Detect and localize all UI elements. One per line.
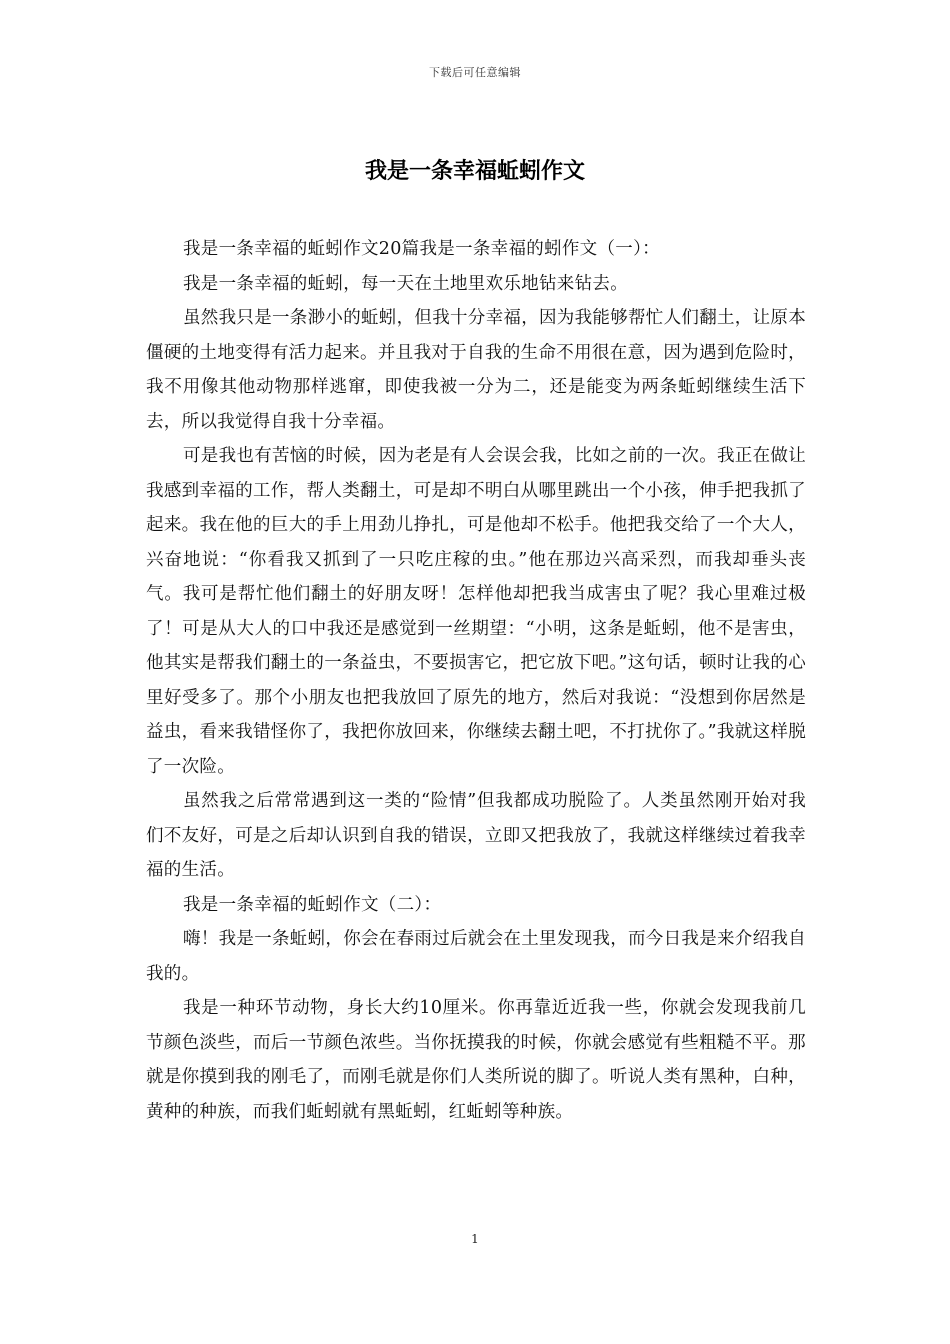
paragraph: 我是一条幸福的蚯蚓作文（二）： bbox=[183, 894, 442, 915]
paragraph: 虽然我之后常常遇到这一类的“险情”但我都成功脱险了。人类虽然刚开始对我们不友好，可是之后却认识到自我的错误，立即又把我放了，我就这样继续过着我幸福的生活。 bbox=[146, 791, 806, 880]
paragraph: 我是一条幸福的蚯蚓，每一天在土地里欢乐地钻来钻去。 bbox=[183, 273, 628, 294]
document-body bbox=[146, 232, 806, 1129]
document-title: 我是一条幸福蚯蚓作文 bbox=[364, 158, 585, 184]
paragraph: 嗨！我是一条蚯蚓，你会在春雨过后就会在土里发现我，而今日我是来介绍我自我的。 bbox=[146, 929, 806, 984]
paragraph: 可是我也有苦恼的时候，因为老是有人会误会我，比如之前的一次。我正在做让我感到幸福的工作，帮人类翻土，可是却不明白从哪里跳出一个小孩，伸手把我抓了起来。我在他的巨大的手上用劲儿挣扎，可是他却不松手。他把我交给了一个大人，兴奋地说：“你看我又抓到了一只吃庄稼的虫。”他在那边兴高采烈，而我却垂头丧气。我可是帮忙他们翻土的好朋友呀！怎样他却把我当成害虫了呢？我心里难过极了！可是从大人的口中我还是感觉到一丝期望：“小明，这条是蚯蚓，他不是害虫，他其实是帮我们翻土的一条益虫，不要损害它，把它放下吧。”这句话，顿时让我的心里好受多了。那个小朋友也把我放回了原先的地方，然后对我说：“没想到你居然是益虫，看来我错怪你了，我把你放回来，你继续去翻土吧，不打扰你了。”我就这样脱了一次险。 bbox=[146, 446, 806, 777]
page-number: 1 bbox=[471, 1232, 479, 1246]
paragraph: 我是一条幸福的蚯蚓作文20篇我是一条幸福的蚓作文（一）： bbox=[183, 239, 660, 259]
paragraph: 虽然我只是一条渺小的蚯蚓，但我十分幸福，因为我能够帮忙人们翻土，让原本僵硬的土地变得有活力起来。并且我对于自我的生命不用很在意，因为遇到危险时，我不用像其他动物那样逃窜，即使我被一分为二，还是能变为两条蚯蚓继续生活下去，所以我觉得自我十分幸福。 bbox=[146, 308, 806, 432]
header-note: 下载后可任意编辑 bbox=[429, 66, 521, 79]
paragraph: 我是一种环节动物，身长大约10厘米。你再靠近近我一些，你就会发现我前几节颜色淡些，而后一节颜色浓些。当你抚摸我的时候，你就会感觉有些粗糙不平。那就是你摸到我的刚毛了，而刚毛就是你们人类所说的脚了。听说人类有黑种，白种，黄种的种族，而我们蚯蚓就有黑蚯蚓，红蚯蚓等种族。 bbox=[146, 998, 806, 1122]
